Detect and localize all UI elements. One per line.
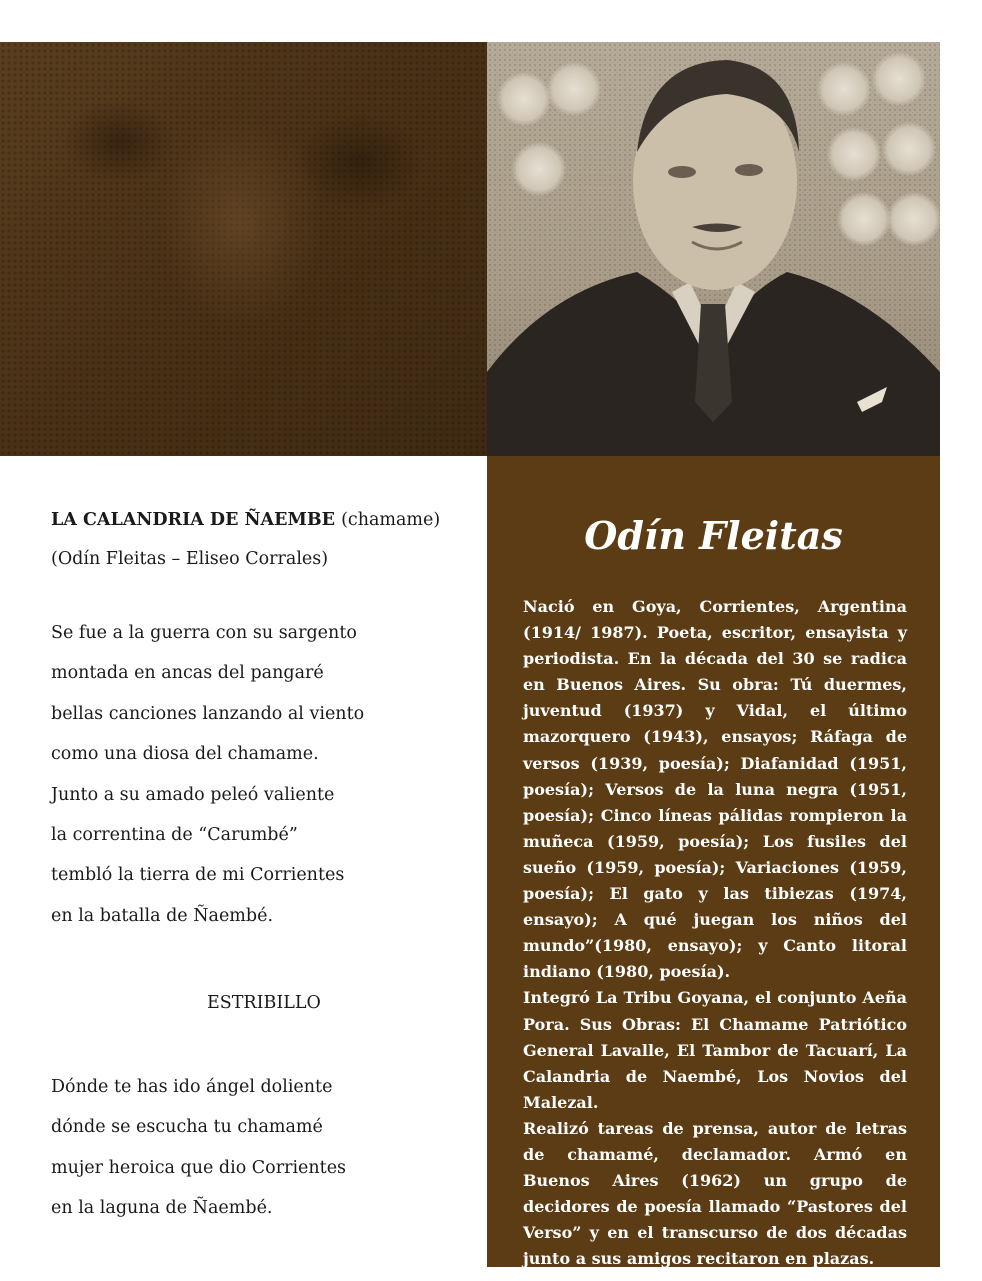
poem-line: Se fue a la guerra con su sargento	[51, 623, 357, 643]
poem-line: la correntina de “Carumbé”	[51, 825, 298, 846]
poem-stanza-2	[51, 1067, 346, 1229]
poem-line: en la batalla de Ñaembé.	[51, 905, 274, 926]
poem-line: mujer heroica que dio Corrientes	[51, 1157, 347, 1178]
poem-block	[51, 505, 471, 936]
refrain-label: ESTRIBILLO	[207, 993, 321, 1013]
poem-line: Junto a su amado peleó valiente	[51, 784, 335, 805]
bio-paragraph: Realizó tareas de prensa, autor de letras de chamamé, declamador. Armó en Buenos Aires (1962) un grupo de decidores de poesía llamado “Pastores del Verso” y en el transcurso de dos décadas junto a sus amigos recitaron en plazas.	[523, 1118, 907, 1269]
poem-line: dónde se escucha tu chamamé	[51, 1117, 323, 1138]
bio-text	[523, 594, 907, 1272]
portrait-photo-enlarged	[0, 42, 487, 456]
poem-line: como una diosa del chamame.	[51, 744, 319, 765]
bio-name: Odín Fleitas	[584, 513, 843, 558]
poem-line: tembló la tierra de mi Corrientes	[51, 865, 345, 886]
poem-title: LA CALANDRIA DE ÑAEMBE (chamame)	[51, 510, 441, 530]
bio-paragraph: Nació en Goya, Corrientes, Argentina (1914/ 1987). Poeta, escritor, ensayista y periodista. En la década del 30 se radica en Buenos Aires. Su obra: Tú duermes, juventud (1937) y Vidal, el último mazorquero (1943), ensayos; Ráfaga de versos (1939, poesía); Diafanidad (1951, poesía); Versos de la luna negra (1951, poesía); Cinco líneas pálidas rompieron la muñeca (1959, poesía); Los fusiles del sueño (1959, poesía); Variaciones (1959, poesía); El gato y las tibiezas (1974, ensayo); A qué juegan los niños del mundo”(1980, ensayo); y Canto litoral indiano (1980, poesía).	[523, 597, 907, 982]
portrait-photo	[487, 42, 940, 456]
man-silhouette	[487, 42, 940, 456]
poem-line: Dónde te has ido ángel doliente	[51, 1077, 333, 1097]
poem-authors: (Odín Fleitas – Eliseo Corrales)	[51, 549, 329, 569]
poem-stanza-1	[51, 613, 471, 936]
bio-paragraph: Integró La Tribu Goyana, el conjunto Aeña Pora. Sus Obras: El Chamame Patriótico General Lavalle, El Tambor de Tacuarí, La Calandria de Naembé, Los Novios del Malezal.	[523, 988, 907, 1112]
poem-line: en la laguna de Ñaembé.	[51, 1198, 273, 1219]
poem-line: bellas canciones lanzando al viento	[51, 703, 365, 724]
poem-line: montada en ancas del pangaré	[51, 663, 324, 684]
